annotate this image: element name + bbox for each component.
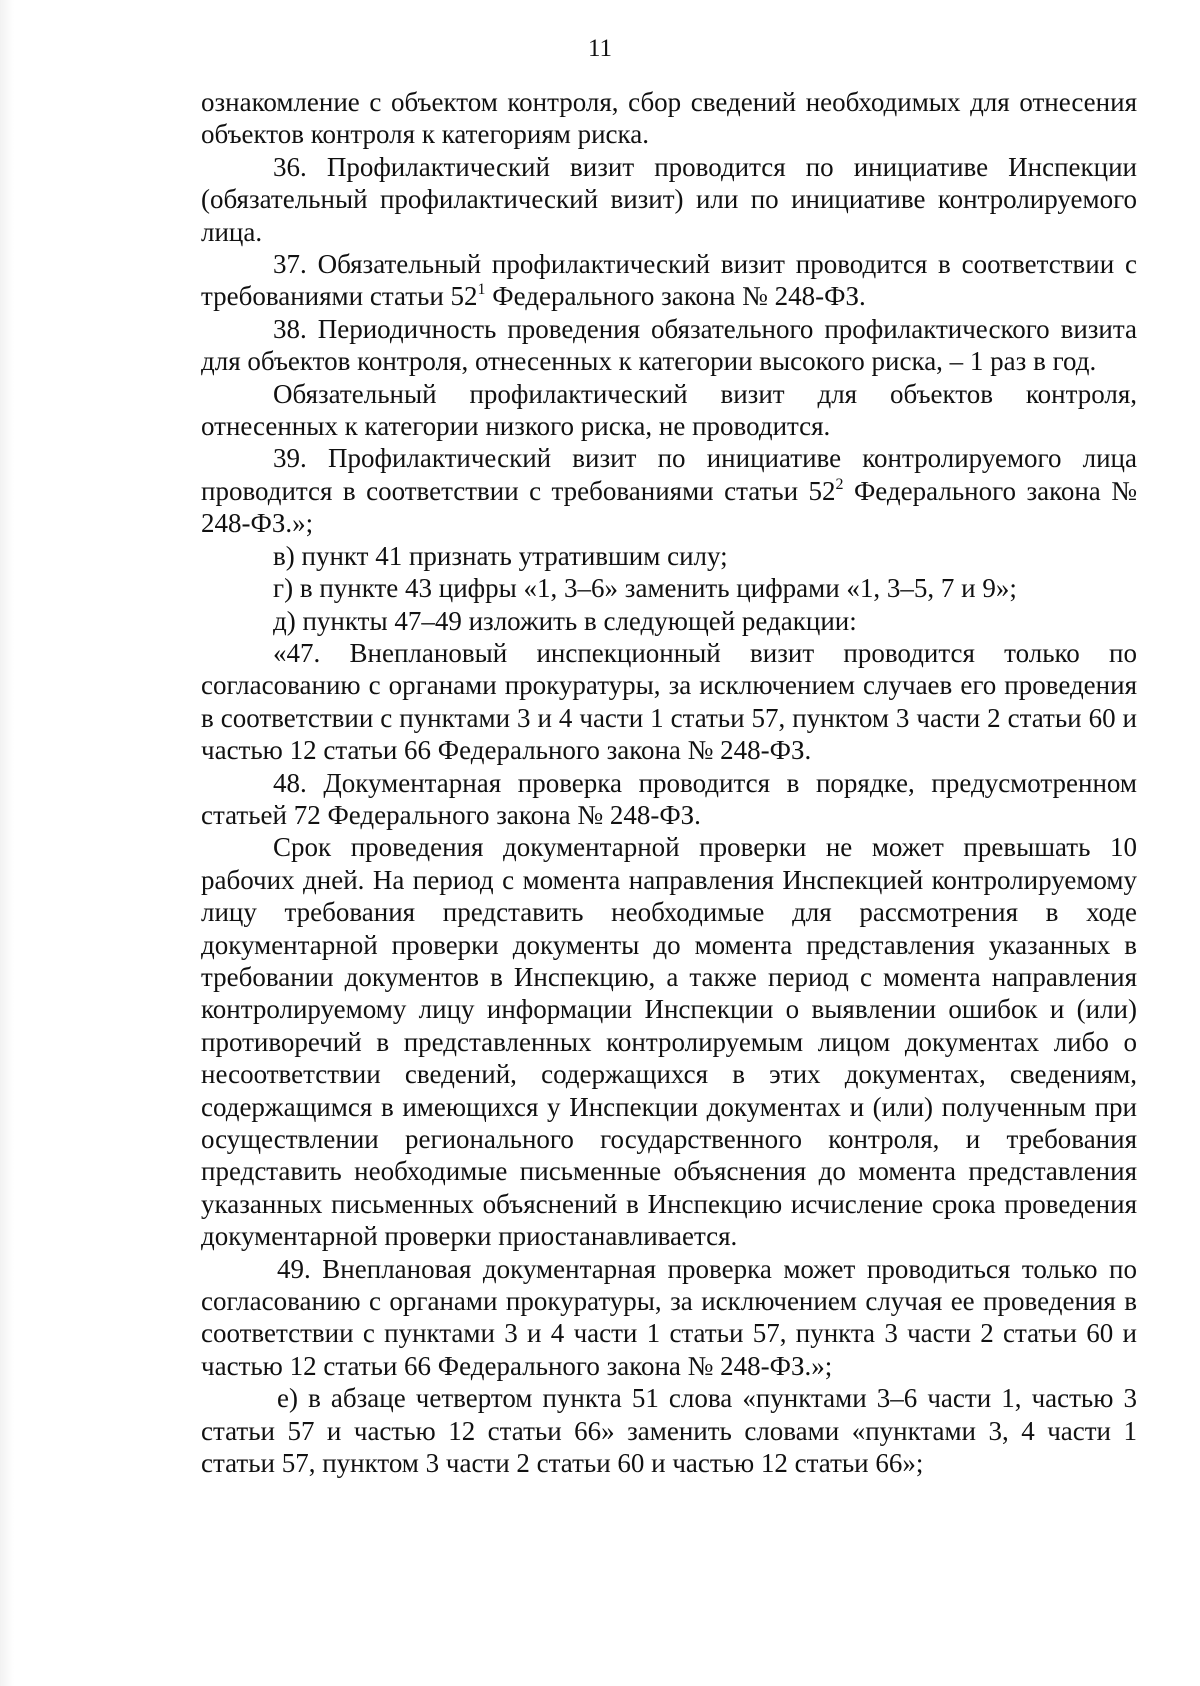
scan-edge-shadow <box>0 0 14 1686</box>
amendment-e: е) в абзаце четвертом пункта 51 слова «пунктами 3–6 части 1, частью 3 статьи 57 и частью 12 статьи 66» заменить словами «пунктами 3, 4 части 1 статьи 57, пунктом 3 части 2 статьи 60 и частью 12 статьи 66»; <box>201 1383 1137 1479</box>
paragraph-38-second: Обязательный профилактический визит для объектов контроля, отнесенных к категории низкого риска, не проводится. <box>201 378 1137 442</box>
paragraph-37-text: 37. Обязательный профилактический визит проводится в соответствии с требованиями статьи 52 <box>201 249 1137 312</box>
paragraph-49: 49. Внеплановая документарная проверка может проводиться только по согласованию с органами прокуратуры, за исключением случая ее проведения в соответствии с пунктами 3 и 4 части 1 статьи 57, пункта 3 части 2 статьи 60 и частью 12 статьи 66 Федерального закона № 248-ФЗ.»; <box>201 1253 1137 1381</box>
paragraph-37 <box>201 248 1137 313</box>
paragraph-37-superscript: 1 <box>477 281 486 299</box>
document-body <box>201 86 1137 1479</box>
paragraph-39 <box>201 442 1137 539</box>
paragraph-37-text-end: Федерального закона № 248-ФЗ. <box>485 281 866 312</box>
paragraph-39-text: 39. Профилактический визит по инициативе контролируемого лица проводится в соответствии с требованиями статьи 52 <box>201 443 1137 506</box>
page-number: 11 <box>587 35 613 62</box>
paragraph-48-second: Срок проведения документарной проверки не может превышать 10 рабочих дней. На период с момента направления Инспекцией контролируемому лицу требования представить необходимые для рассмотрения в ходе документарной проверки документы до момента представления указанных в требовании документов в Инспекцию, а также период с момента направления контролируемому лицу информации Инспекции о выявлении ошибок и (или) противоречий в представленных контролируемым лицом документах либо о несоответствии сведений, содержащихся в этих документах, сведениям, содержащимся в имеющихся у Инспекции документах и (или) полученным при осуществлении регионального государственного контроля, и требования представить необходимые письменные объяснения до момента представления указанных письменных объяснений в Инспекцию исчисление срока проведения документарной проверки приостанавливается. <box>201 832 1137 1252</box>
paragraph-48: 48. Документарная проверка проводится в порядке, предусмотренном статьей 72 Федерального закона № 248-ФЗ. <box>201 767 1137 830</box>
paragraph-continuation: ознакомление с объектом контроля, сбор сведений необходимых для отнесения объектов контроля к категориям риска. <box>201 87 1137 150</box>
amendment-d: д) пункты 47–49 изложить в следующей редакции: <box>273 605 857 636</box>
paragraph-36: 36. Профилактический визит проводится по инициативе Инспекции (обязательный профилактический визит) или по инициативе контролируемого лица. <box>201 151 1137 247</box>
paragraph-38: 38. Периодичность проведения обязательного профилактического визита для объектов контроля, отнесенных к категории высокого риска, – 1 раз в год. <box>201 313 1137 377</box>
paragraph-39-superscript: 2 <box>835 475 844 493</box>
paragraph-47: «47. Внеплановый инспекционный визит проводится только по согласованию с органами прокуратуры, за исключением случаев его проведения в соответствии с пунктами 3 и 4 части 1 статьи 57, пунктом 3 части 2 статьи 60 и частью 12 статьи 66 Федерального закона № 248-ФЗ. <box>201 637 1137 766</box>
amendment-g: г) в пункте 43 цифры «1, 3–6» заменить цифрами «1, 3–5, 7 и 9»; <box>273 573 1017 604</box>
amendment-v: в) пункт 41 признать утратившим силу; <box>273 540 728 571</box>
paragraph-39-text-end: Федерального закона № 248-ФЗ.»; <box>201 475 1137 539</box>
